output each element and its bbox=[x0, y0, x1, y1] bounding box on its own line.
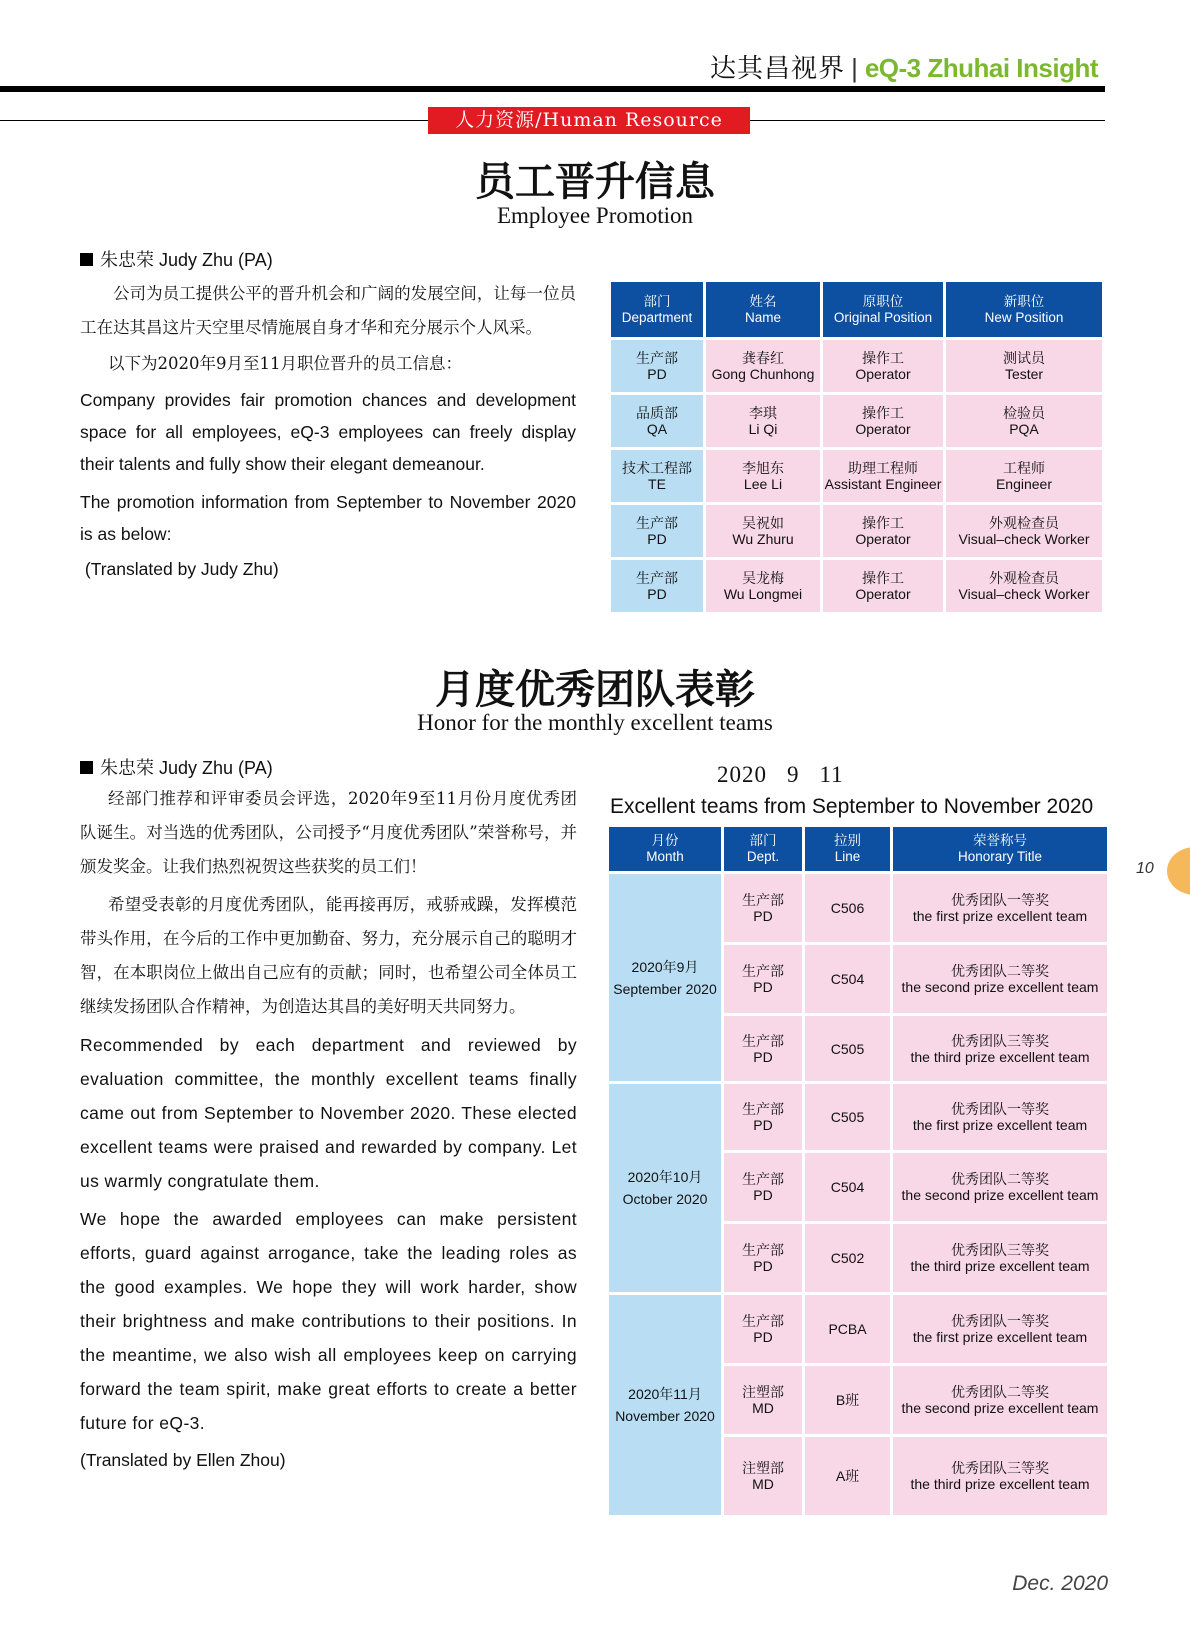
promotion-col-header bbox=[946, 282, 1102, 337]
honor-title-cell-cn: 优秀团队二等奖 bbox=[951, 1384, 1049, 1400]
promotion-cell-en: Visual–check Worker bbox=[958, 531, 1090, 547]
promotion-para-en-2: The promotion information from September to November 2020 is as below: bbox=[80, 492, 576, 544]
honor-author bbox=[80, 754, 273, 780]
honor-col-header-en: Line bbox=[834, 849, 861, 864]
line-cell: C506 bbox=[805, 874, 890, 942]
honor-title-cell bbox=[893, 1084, 1107, 1150]
page-number: 10 bbox=[1136, 860, 1154, 877]
promotion-cell-cn: 工程师 bbox=[1003, 460, 1045, 476]
honor-author-text: 朱忠荣 Judy Zhu (PA) bbox=[100, 758, 273, 778]
promotion-cell bbox=[611, 560, 703, 612]
honor-title-cell bbox=[893, 1295, 1107, 1363]
month-cell-cn: 2020年9月 bbox=[631, 958, 699, 975]
table-row bbox=[611, 395, 1102, 447]
honor-title-cell-cn: 优秀团队一等奖 bbox=[951, 892, 1049, 908]
honor-title-cell-en: the third prize excellent team bbox=[910, 1258, 1090, 1274]
promotion-table bbox=[608, 279, 1105, 615]
honor-col-header-en: Dept. bbox=[746, 849, 780, 864]
honor-title-cell bbox=[893, 1016, 1107, 1081]
promotion-cell-en: Operator bbox=[855, 421, 911, 437]
promotion-cell-cn: 生产部 bbox=[636, 570, 678, 586]
promotion-cell-cn: 检验员 bbox=[1003, 405, 1045, 421]
promotion-cell bbox=[611, 340, 703, 392]
promotion-cell-en: PD bbox=[647, 586, 667, 602]
promotion-cell bbox=[823, 505, 943, 557]
promotion-cell-en: Operator bbox=[855, 366, 911, 382]
dept-cell-en: PD bbox=[753, 1187, 773, 1203]
honor-col-header-cn: 月份 bbox=[651, 833, 679, 848]
honor-title-cell-en: the first prize excellent team bbox=[912, 1117, 1088, 1133]
promotion-para-en-1: Company provides fair promotion chances and development space for all employees, eQ-3 employees can freely display their talents and fully show their elegant demeanour. bbox=[80, 390, 576, 474]
promotion-col-header-cn: 姓名 bbox=[749, 293, 777, 309]
promotion-para-cn-2: 以下为2020年9月至11月职位晋升的员工信息： bbox=[108, 354, 462, 373]
promotion-col-header-en: Name bbox=[744, 309, 781, 325]
table-row bbox=[611, 505, 1102, 557]
promotion-cell-en: QA bbox=[646, 421, 668, 437]
masthead-separator: | bbox=[851, 53, 859, 83]
section-tag: 人力资源/Human Resource bbox=[428, 107, 750, 134]
promotion-cell bbox=[611, 395, 703, 447]
promotion-author bbox=[80, 246, 273, 272]
dept-cell bbox=[724, 874, 802, 942]
promotion-cell-en: Tester bbox=[1004, 366, 1044, 382]
line-cell: PCBA bbox=[805, 1295, 890, 1363]
promotion-cell-en: Li Qi bbox=[748, 421, 778, 437]
dept-cell-cn: 注塑部 bbox=[742, 1384, 784, 1400]
honor-title-cell-cn: 优秀团队一等奖 bbox=[951, 1313, 1049, 1329]
line-cell: A班 bbox=[805, 1437, 890, 1515]
honor-para-cn-1: 经部门推荐和评审委员会评选，2020年9至11月份月度优秀团队诞生。对当选的优秀团队，公司授予“月度优秀团队”荣誉称号，并颁发奖金。让我们热烈祝贺这些获奖的员工们！ bbox=[80, 789, 577, 876]
month-cell-en: October 2020 bbox=[622, 1191, 708, 1207]
promotion-cell bbox=[611, 505, 703, 557]
promotion-para-cn-1: 公司为员工提供公平的晋升机会和广阔的发展空间，让每一位员工在达其昌这片天空里尽情施展自身才华和充分展示个人风采。 bbox=[80, 284, 576, 337]
dept-cell-en: PD bbox=[753, 1329, 773, 1345]
dept-cell bbox=[724, 1295, 802, 1363]
promotion-cell-cn: 外观检查员 bbox=[989, 515, 1059, 531]
bullet-square-icon bbox=[80, 761, 93, 774]
honor-title-cell bbox=[893, 945, 1107, 1013]
promotion-cell-cn: 品质部 bbox=[636, 405, 678, 421]
promotion-title-en: Employee Promotion bbox=[496, 203, 694, 228]
promotion-col-header-en: Department bbox=[621, 309, 693, 325]
month-cell bbox=[609, 1084, 721, 1292]
month-cell bbox=[609, 1295, 721, 1515]
honor-title-cell bbox=[893, 874, 1107, 942]
honor-title-cell bbox=[893, 1224, 1107, 1292]
promotion-cell-en: Operator bbox=[855, 586, 911, 602]
honor-title-cell-cn: 优秀团队二等奖 bbox=[951, 1171, 1049, 1187]
honor-para-cn-2: 希望受表彰的月度优秀团队，能再接再厉，戒骄戒躁，发挥模范带头作用，在今后的工作中更加勤奋、努力，充分展示自己的聪明才智，在本职岗位上做出自己应有的贡献；同时，也希望公司全体员工继续发扬团队合作精神，为创造达其昌的美好明天共同努力。 bbox=[80, 895, 577, 1016]
promotion-cell bbox=[706, 340, 820, 392]
dept-cell-en: MD bbox=[752, 1476, 774, 1492]
month-cell bbox=[609, 874, 721, 1081]
month-cell-cn: 2020年11月 bbox=[628, 1386, 702, 1402]
honor-col-header bbox=[805, 827, 890, 871]
promotion-cell-en: Operator bbox=[855, 531, 911, 547]
promotion-cell bbox=[706, 450, 820, 502]
dept-cell bbox=[724, 1437, 802, 1515]
promotion-cell-cn: 操作工 bbox=[862, 515, 904, 531]
promotion-cell-cn: 李旭东 bbox=[742, 460, 784, 476]
promotion-cell-cn: 操作工 bbox=[862, 350, 904, 366]
promotion-cell-cn: 生产部 bbox=[636, 350, 678, 366]
dept-cell-en: PD bbox=[753, 908, 773, 924]
date-year: 2020 bbox=[717, 762, 767, 787]
honor-title-en: Honor for the monthly excellent teams bbox=[417, 710, 773, 735]
honor-title-cell-cn: 优秀团队三等奖 bbox=[951, 1460, 1049, 1476]
promotion-col-header bbox=[611, 282, 703, 337]
promotion-cell-cn: 龚春红 bbox=[742, 350, 784, 366]
honor-col-header-en: Honorary Title bbox=[957, 849, 1043, 864]
table-row bbox=[609, 874, 1107, 942]
promotion-body bbox=[80, 277, 576, 585]
promotion-cell-cn: 外观检查员 bbox=[989, 570, 1059, 586]
promotion-cell-en: Wu Longmei bbox=[723, 586, 803, 602]
date-month-end: 11 bbox=[819, 762, 844, 787]
line-cell: C504 bbox=[805, 945, 890, 1013]
promotion-cell bbox=[611, 450, 703, 502]
promotion-col-header bbox=[823, 282, 943, 337]
dept-cell-cn: 生产部 bbox=[742, 1032, 784, 1049]
honor-col-header-en: Month bbox=[646, 849, 684, 864]
promotion-cell bbox=[823, 395, 943, 447]
table-row bbox=[611, 340, 1102, 392]
dept-cell-cn: 生产部 bbox=[742, 1101, 784, 1117]
promotion-col-header-cn: 原职位 bbox=[862, 293, 904, 309]
honor-title-cell-en: the third prize excellent team bbox=[910, 1476, 1090, 1492]
masthead-en: eQ-3 Zhuhai Insight bbox=[864, 53, 1098, 83]
bullet-square-icon bbox=[80, 253, 93, 266]
honor-title-cell-cn: 优秀团队一等奖 bbox=[951, 1101, 1049, 1117]
promotion-cell-en: Visual–check Worker bbox=[958, 586, 1090, 602]
header-rule-thick bbox=[0, 86, 1105, 92]
honor-date-line bbox=[717, 762, 864, 788]
promotion-col-header-en: New Position bbox=[984, 309, 1064, 325]
masthead-cn: 达其昌视界 bbox=[710, 54, 846, 84]
honor-col-header-cn: 拉别 bbox=[834, 833, 861, 848]
month-cell-en: September 2020 bbox=[613, 980, 717, 997]
promotion-cell-cn: 助理工程师 bbox=[848, 460, 918, 476]
honor-col-header bbox=[893, 827, 1107, 871]
promotion-cell-cn: 操作工 bbox=[862, 570, 904, 586]
promotion-cell bbox=[706, 560, 820, 612]
dept-cell-cn: 生产部 bbox=[742, 1242, 784, 1258]
promotion-cell-cn: 技术工程部 bbox=[622, 460, 692, 476]
promotion-col-header bbox=[706, 282, 820, 337]
honor-col-header-cn: 荣誉称号 bbox=[973, 833, 1027, 848]
promotion-cell bbox=[823, 450, 943, 502]
honor-table bbox=[606, 824, 1110, 1518]
promotion-cell bbox=[823, 560, 943, 612]
honor-translated: (Translated by Ellen Zhou) bbox=[80, 1450, 286, 1470]
honor-title-cell-cn: 优秀团队二等奖 bbox=[951, 963, 1049, 979]
honor-title-cell-cn: 优秀团队三等奖 bbox=[951, 1242, 1049, 1258]
promotion-cell-en: Lee Li bbox=[743, 476, 783, 492]
dept-cell bbox=[724, 1084, 802, 1150]
dept-cell-cn: 生产部 bbox=[742, 1313, 784, 1329]
dept-cell-cn: 注塑部 bbox=[742, 1460, 784, 1476]
month-cell-cn: 2020年10月 bbox=[627, 1169, 703, 1185]
honor-title-cell-en: the second prize excellent team bbox=[901, 1400, 1099, 1416]
honor-para-en-1: Recommended by each department and reviewed by evaluation committee, the monthly excellent teams finally came out from September to November 2020. These elected excellent teams were praised and rewarded by company. Let us warmly congratulate them. bbox=[80, 1035, 577, 1191]
promotion-title-cn: 员工晋升信息 bbox=[475, 158, 715, 205]
honor-title-cell bbox=[893, 1437, 1107, 1515]
dept-cell bbox=[724, 1153, 802, 1221]
promotion-cell bbox=[946, 395, 1102, 447]
honor-title-cell-en: the first prize excellent team bbox=[912, 908, 1088, 924]
promotion-cell bbox=[946, 340, 1102, 392]
dept-cell-en: PD bbox=[753, 1258, 773, 1274]
promotion-col-header-cn: 部门 bbox=[643, 293, 671, 309]
honor-col-header bbox=[724, 827, 802, 871]
dept-cell bbox=[724, 1366, 802, 1434]
dept-cell-en: PD bbox=[753, 1117, 773, 1133]
promotion-cell-en: Assistant Engineer bbox=[824, 476, 942, 492]
honor-title-cell bbox=[893, 1366, 1107, 1434]
month-cell-en: November 2020 bbox=[615, 1408, 715, 1424]
line-cell: C504 bbox=[805, 1153, 890, 1221]
honor-table-header-row bbox=[609, 827, 1107, 871]
promotion-cell-en: Engineer bbox=[995, 476, 1053, 492]
honor-col-header-cn: 部门 bbox=[749, 833, 777, 848]
honor-para-en-2: We hope the awarded employees can make persistent efforts, guard against arrogance, take the leading roles as the good examples. We hope they will work harder, show their brightness and make contributions to their positions. In the meantime, we also wish all employees keep on carrying forward the team spirit, make great efforts to create a better future for eQ-3. bbox=[80, 1209, 577, 1433]
line-cell: B班 bbox=[805, 1366, 890, 1434]
honor-body bbox=[80, 782, 577, 1476]
honor-title-cell bbox=[893, 1153, 1107, 1221]
promotion-cell bbox=[946, 505, 1102, 557]
dept-cell-cn: 生产部 bbox=[742, 963, 784, 979]
table-row bbox=[609, 1295, 1107, 1363]
page-tab-marker bbox=[1167, 847, 1190, 895]
promotion-cell-en: PQA bbox=[1009, 421, 1039, 437]
dept-cell bbox=[724, 945, 802, 1013]
promotion-cell-en: TE bbox=[648, 476, 666, 492]
promotion-translated: (Translated by Judy Zhu) bbox=[80, 559, 279, 579]
line-cell: C505 bbox=[805, 1016, 890, 1081]
promotion-cell bbox=[946, 450, 1102, 502]
promotion-cell bbox=[706, 395, 820, 447]
honor-title-cell-en: the first prize excellent team bbox=[912, 1329, 1088, 1345]
dept-cell bbox=[724, 1016, 802, 1081]
dept-cell-en: PD bbox=[753, 979, 773, 995]
dept-cell-cn: 生产部 bbox=[742, 1171, 784, 1187]
promotion-cell-en: PD bbox=[647, 531, 667, 547]
promotion-cell-cn: 李琪 bbox=[749, 405, 777, 421]
promotion-cell-cn: 吴龙梅 bbox=[742, 570, 784, 586]
table-row bbox=[611, 560, 1102, 612]
promotion-author-text: 朱忠荣 Judy Zhu (PA) bbox=[100, 250, 273, 270]
dept-cell-cn: 生产部 bbox=[742, 892, 784, 908]
honor-title-cell-en: the third prize excellent team bbox=[910, 1048, 1090, 1065]
promotion-col-header-cn: 新职位 bbox=[1003, 293, 1045, 309]
masthead bbox=[710, 48, 1098, 85]
promotion-cell-en: PD bbox=[647, 366, 667, 382]
honor-title-cell-en: the second prize excellent team bbox=[901, 979, 1099, 995]
issue-date: Dec. 2020 bbox=[1012, 1572, 1108, 1595]
promotion-cell-cn: 测试员 bbox=[1003, 350, 1045, 366]
dept-cell bbox=[724, 1224, 802, 1292]
honor-table-title: Excellent teams from September to November 2020 bbox=[610, 795, 1094, 818]
promotion-cell-cn: 操作工 bbox=[862, 405, 904, 421]
promotion-cell bbox=[706, 505, 820, 557]
promotion-cell-en: Wu Zhuru bbox=[732, 531, 794, 547]
promotion-table-header-row bbox=[611, 282, 1102, 337]
date-month-start: 9 bbox=[787, 762, 800, 787]
honor-title-cell-cn: 优秀团队三等奖 bbox=[951, 1032, 1049, 1049]
promotion-cell bbox=[823, 340, 943, 392]
line-cell: C502 bbox=[805, 1224, 890, 1292]
promotion-cell-en: Gong Chunhong bbox=[711, 366, 815, 382]
honor-col-header bbox=[609, 827, 721, 871]
table-row bbox=[611, 450, 1102, 502]
promotion-col-header-en: Original Position bbox=[833, 309, 933, 325]
dept-cell-en: MD bbox=[752, 1400, 774, 1416]
promotion-cell bbox=[946, 560, 1102, 612]
promotion-cell-cn: 吴祝如 bbox=[742, 515, 784, 531]
line-cell: C505 bbox=[805, 1084, 890, 1150]
dept-cell-en: PD bbox=[753, 1048, 773, 1065]
table-row bbox=[609, 1084, 1107, 1150]
promotion-cell-cn: 生产部 bbox=[636, 515, 678, 531]
honor-title-cn: 月度优秀团队表彰 bbox=[435, 666, 755, 713]
honor-title-cell-en: the second prize excellent team bbox=[901, 1187, 1099, 1203]
